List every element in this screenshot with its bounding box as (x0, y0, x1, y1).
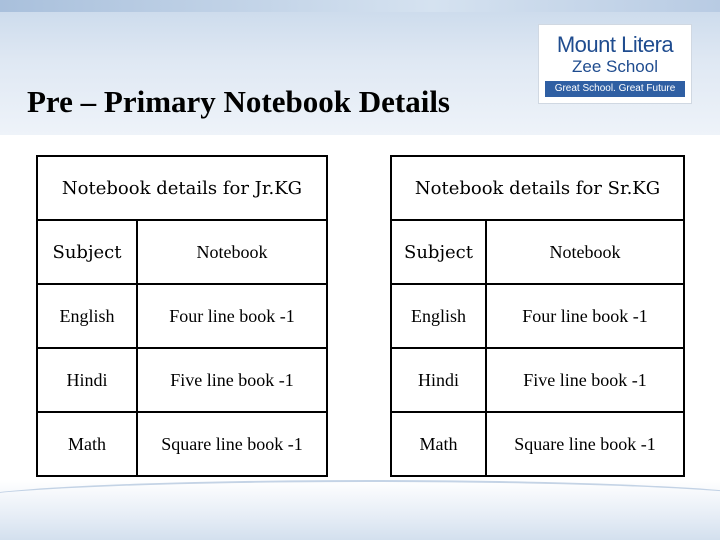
jr-kg-subject-cell: Hindi (37, 348, 137, 412)
logo-tagline: Great School. Great Future (545, 81, 685, 97)
jr-kg-col-notebook: Notebook (137, 220, 327, 284)
table-row (37, 348, 327, 412)
jr-kg-col-subject: Subject (37, 220, 137, 284)
sr-kg-subject-cell: Math (391, 412, 486, 476)
table-row (391, 412, 684, 476)
school-logo (538, 24, 692, 104)
sr-kg-subject-cell: English (391, 284, 486, 348)
sr-kg-table-heading: Notebook details for Sr.KG (391, 156, 684, 220)
sr-kg-notebook-cell: Four line book -1 (486, 284, 684, 348)
jr-kg-subject-cell: English (37, 284, 137, 348)
logo-name: Mount Litera (556, 32, 674, 57)
header-stripe (0, 0, 720, 12)
jr-kg-notebook-cell: Four line book -1 (137, 284, 327, 348)
sr-kg-col-notebook: Notebook (486, 220, 684, 284)
jr-kg-notebook-cell: Square line book -1 (137, 412, 327, 476)
table-row (37, 284, 327, 348)
sr-kg-subject-cell: Hindi (391, 348, 486, 412)
sr-kg-notebook-cell: Five line book -1 (486, 348, 684, 412)
jr-kg-table-heading: Notebook details for Jr.KG (37, 156, 327, 220)
table-row (391, 284, 684, 348)
sr-kg-notebook-cell: Square line book -1 (486, 412, 684, 476)
page-title: Pre – Primary Notebook Details (27, 84, 450, 119)
logo-school: Zee School (572, 57, 658, 76)
table-row (37, 412, 327, 476)
sr-kg-col-subject: Subject (391, 220, 486, 284)
jr-kg-notebook-cell: Five line book -1 (137, 348, 327, 412)
footer-wave (0, 480, 720, 522)
jr-kg-notebook-table (36, 155, 328, 477)
jr-kg-subject-cell: Math (37, 412, 137, 476)
table-row (391, 348, 684, 412)
sr-kg-notebook-table (390, 155, 685, 477)
